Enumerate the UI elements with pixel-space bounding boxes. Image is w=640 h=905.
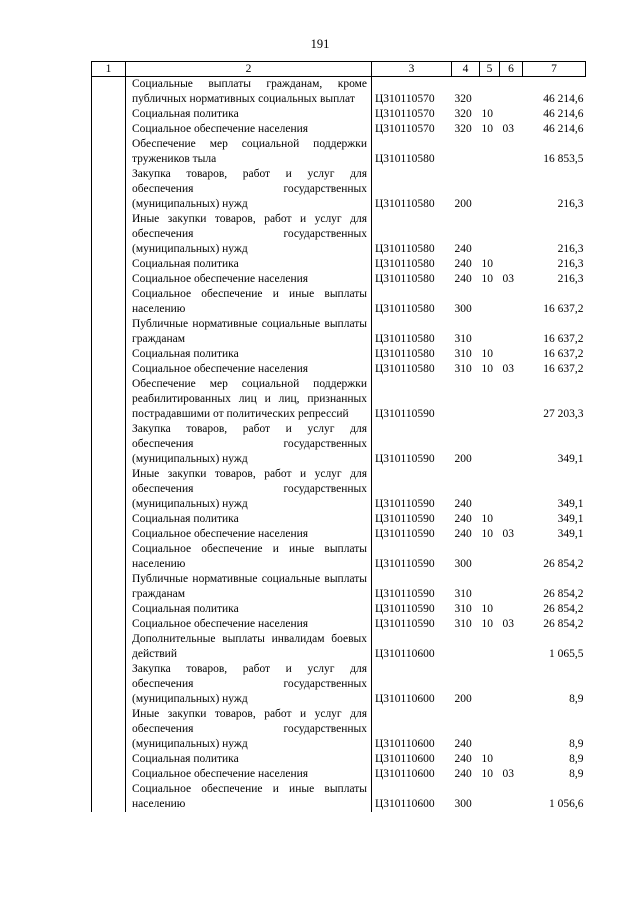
- section: 10: [481, 258, 493, 270]
- table-row: [92, 377, 586, 422]
- subsection: [500, 107, 523, 122]
- table-row: [92, 317, 586, 347]
- target-article: Ц310110590: [375, 558, 435, 570]
- target-article: Ц310110580: [375, 153, 435, 165]
- expense-type: 310: [454, 618, 472, 630]
- item-name: Социальное обеспечение населения: [126, 617, 372, 632]
- column-header: 7: [523, 62, 586, 77]
- table-row: [92, 782, 586, 812]
- subsection: [500, 137, 523, 167]
- expense-type: [452, 632, 480, 662]
- item-name: Закупка товаров, работ и услуг для обеспечения государственных (муниципальных) нужд: [126, 167, 372, 212]
- amount: 46 214,6: [543, 93, 584, 105]
- item-name: Социальная политика: [126, 347, 372, 362]
- row-blank-cell: [92, 347, 126, 362]
- item-name: Социальное обеспечение населения: [126, 362, 372, 377]
- target-article: Ц310110580: [375, 258, 435, 270]
- table-row: [92, 707, 586, 752]
- row-blank-cell: [92, 632, 126, 662]
- row-blank-cell: [92, 542, 126, 572]
- row-blank-cell: [92, 122, 126, 137]
- amount: 1 056,6: [549, 798, 584, 810]
- amount: 16 637,2: [543, 363, 584, 375]
- amount: 8,9: [569, 693, 584, 705]
- expense-type: 200: [454, 198, 472, 210]
- target-article: Ц310110590: [375, 408, 435, 420]
- target-article: Ц310110590: [375, 603, 435, 615]
- column-header: 5: [480, 62, 500, 77]
- target-article: Ц310110590: [375, 528, 435, 540]
- section: [480, 707, 500, 752]
- row-blank-cell: [92, 752, 126, 767]
- amount: 349,1: [557, 513, 584, 525]
- amount: 46 214,6: [543, 123, 584, 135]
- amount: 1 065,5: [549, 648, 584, 660]
- table-row: [92, 662, 586, 707]
- expense-type: 240: [454, 243, 472, 255]
- subsection: [500, 467, 523, 512]
- row-blank-cell: [92, 617, 126, 632]
- table-row: [92, 77, 586, 108]
- section: 10: [481, 363, 493, 375]
- expense-type: 310: [454, 603, 472, 615]
- target-article: Ц310110580: [375, 243, 435, 255]
- item-name: Социальная политика: [126, 512, 372, 527]
- table-row: [92, 287, 586, 317]
- row-blank-cell: [92, 257, 126, 272]
- target-article: Ц310110600: [375, 753, 435, 765]
- section: 10: [481, 123, 493, 135]
- item-name: Социальная политика: [126, 752, 372, 767]
- expense-type: 320: [454, 93, 472, 105]
- row-blank-cell: [92, 512, 126, 527]
- target-article: Ц310110570: [375, 123, 435, 135]
- section: 10: [481, 108, 493, 120]
- table-row: [92, 752, 586, 767]
- column-header: 3: [372, 62, 452, 77]
- expense-type: 240: [454, 513, 472, 525]
- item-name: Обеспечение мер социальной поддержки реабилитированных лиц и лиц, признанных пострадавшими от политических репрессий: [126, 377, 372, 422]
- row-blank-cell: [92, 107, 126, 122]
- item-name: Обеспечение мер социальной поддержки тружеников тыла: [126, 137, 372, 167]
- expense-type: [452, 377, 480, 422]
- target-article: Ц310110570: [375, 108, 435, 120]
- amount: 349,1: [557, 453, 584, 465]
- section: 10: [481, 753, 493, 765]
- item-name: Публичные нормативные социальные выплаты гражданам: [126, 572, 372, 602]
- expense-type: 300: [454, 303, 472, 315]
- subsection: 03: [502, 273, 514, 285]
- item-name: Дополнительные выплаты инвалидам боевых действий: [126, 632, 372, 662]
- expense-type: 310: [454, 333, 472, 345]
- amount: 26 854,2: [543, 603, 584, 615]
- row-blank-cell: [92, 602, 126, 617]
- expense-type: 200: [454, 453, 472, 465]
- section: [480, 542, 500, 572]
- table-row: [92, 602, 586, 617]
- expense-type: 310: [454, 348, 472, 360]
- subsection: [500, 317, 523, 347]
- target-article: Ц310110570: [375, 93, 435, 105]
- section: 10: [481, 348, 493, 360]
- table-row: [92, 512, 586, 527]
- row-blank-cell: [92, 767, 126, 782]
- expense-type: 240: [454, 768, 472, 780]
- subsection: [500, 632, 523, 662]
- subsection: [500, 377, 523, 422]
- amount: 216,3: [557, 198, 584, 210]
- item-name: Социальная политика: [126, 257, 372, 272]
- amount: 26 854,2: [543, 588, 584, 600]
- row-blank-cell: [92, 212, 126, 257]
- item-name: Иные закупки товаров, работ и услуг для обеспечения государственных (муниципальных) нужд: [126, 467, 372, 512]
- subsection: [500, 347, 523, 362]
- item-name: Социальное обеспечение населения: [126, 767, 372, 782]
- target-article: Ц310110580: [375, 303, 435, 315]
- row-blank-cell: [92, 572, 126, 602]
- subsection: [500, 542, 523, 572]
- target-article: Ц310110590: [375, 588, 435, 600]
- target-article: Ц310110600: [375, 648, 435, 660]
- expense-type: 300: [454, 558, 472, 570]
- expense-type: 310: [454, 363, 472, 375]
- expense-type: 240: [454, 498, 472, 510]
- table-row: [92, 212, 586, 257]
- target-article: Ц310110580: [375, 198, 435, 210]
- item-name: Закупка товаров, работ и услуг для обеспечения государственных (муниципальных) нужд: [126, 662, 372, 707]
- expense-type: 200: [454, 693, 472, 705]
- target-article: Ц310110600: [375, 798, 435, 810]
- section: [480, 377, 500, 422]
- subsection: 03: [502, 618, 514, 630]
- section: [480, 317, 500, 347]
- item-name: Социальное обеспечение и иные выплаты населению: [126, 782, 372, 812]
- item-name: Социальное обеспечение и иные выплаты населению: [126, 287, 372, 317]
- target-article: Ц310110580: [375, 333, 435, 345]
- amount: 216,3: [557, 243, 584, 255]
- amount: 16 637,2: [543, 348, 584, 360]
- section: 10: [481, 603, 493, 615]
- subsection: [500, 167, 523, 212]
- section: [480, 422, 500, 467]
- amount: 8,9: [569, 753, 584, 765]
- item-name: Социальная политика: [126, 107, 372, 122]
- target-article: Ц310110600: [375, 768, 435, 780]
- target-article: Ц310110600: [375, 693, 435, 705]
- item-name: Социальное обеспечение населения: [126, 272, 372, 287]
- item-name: Социальная политика: [126, 602, 372, 617]
- target-article: Ц310110580: [375, 273, 435, 285]
- row-blank-cell: [92, 137, 126, 167]
- table-row: [92, 362, 586, 377]
- row-blank-cell: [92, 707, 126, 752]
- item-name: Иные закупки товаров, работ и услуг для обеспечения государственных (муниципальных) нужд: [126, 707, 372, 752]
- item-name: Социальное обеспечение населения: [126, 527, 372, 542]
- section: [480, 212, 500, 257]
- table-row: [92, 167, 586, 212]
- table-header-row: [92, 62, 586, 77]
- amount: 216,3: [557, 258, 584, 270]
- subsection: [500, 707, 523, 752]
- target-article: Ц310110600: [375, 738, 435, 750]
- section: [480, 77, 500, 108]
- subsection: 03: [502, 528, 514, 540]
- table-row: [92, 257, 586, 272]
- subsection: [500, 602, 523, 617]
- table-row: [92, 527, 586, 542]
- target-article: Ц310110590: [375, 498, 435, 510]
- expense-type: 240: [454, 738, 472, 750]
- target-article: Ц310110580: [375, 348, 435, 360]
- target-article: Ц310110590: [375, 618, 435, 630]
- amount: 46 214,6: [543, 108, 584, 120]
- item-name: Иные закупки товаров, работ и услуг для обеспечения государственных (муниципальных) нужд: [126, 212, 372, 257]
- subsection: [500, 572, 523, 602]
- amount: 8,9: [569, 738, 584, 750]
- section: [480, 572, 500, 602]
- expense-type: 320: [454, 123, 472, 135]
- expense-type: 240: [454, 753, 472, 765]
- table-row: [92, 632, 586, 662]
- page-number: 191: [310, 37, 330, 51]
- expense-type: 240: [454, 258, 472, 270]
- section: 10: [481, 618, 493, 630]
- row-blank-cell: [92, 167, 126, 212]
- subsection: [500, 422, 523, 467]
- section: [480, 467, 500, 512]
- amount: 16 637,2: [543, 303, 584, 315]
- amount: 16 853,5: [543, 153, 584, 165]
- target-article: Ц310110580: [375, 363, 435, 375]
- budget-table: [91, 61, 586, 812]
- subsection: [500, 257, 523, 272]
- subsection: [500, 77, 523, 108]
- expense-type: 320: [454, 108, 472, 120]
- target-article: Ц310110590: [375, 513, 435, 525]
- item-name: Социальные выплаты гражданам, кроме публичных нормативных социальных выплат: [126, 77, 372, 108]
- table-row: [92, 347, 586, 362]
- row-blank-cell: [92, 527, 126, 542]
- section: [480, 287, 500, 317]
- section: [480, 137, 500, 167]
- item-name: Социальное обеспечение населения: [126, 122, 372, 137]
- table-row: [92, 272, 586, 287]
- column-header: 4: [452, 62, 480, 77]
- section: 10: [481, 513, 493, 525]
- row-blank-cell: [92, 422, 126, 467]
- amount: 16 637,2: [543, 333, 584, 345]
- section: [480, 167, 500, 212]
- row-blank-cell: [92, 362, 126, 377]
- subsection: 03: [502, 363, 514, 375]
- item-name: Социальное обеспечение и иные выплаты населению: [126, 542, 372, 572]
- section: 10: [481, 768, 493, 780]
- row-blank-cell: [92, 77, 126, 108]
- expense-type: 300: [454, 798, 472, 810]
- table-row: [92, 137, 586, 167]
- expense-type: 240: [454, 273, 472, 285]
- row-blank-cell: [92, 467, 126, 512]
- subsection: [500, 752, 523, 767]
- subsection: 03: [502, 768, 514, 780]
- amount: 26 854,2: [543, 618, 584, 630]
- column-header: 1: [92, 62, 126, 77]
- row-blank-cell: [92, 317, 126, 347]
- row-blank-cell: [92, 272, 126, 287]
- amount: 8,9: [569, 768, 584, 780]
- expense-type: [452, 137, 480, 167]
- section: [480, 782, 500, 812]
- item-name: Публичные нормативные социальные выплаты гражданам: [126, 317, 372, 347]
- expense-type: 310: [454, 588, 472, 600]
- subsection: 03: [502, 123, 514, 135]
- item-name: Закупка товаров, работ и услуг для обеспечения государственных (муниципальных) нужд: [126, 422, 372, 467]
- amount: 26 854,2: [543, 558, 584, 570]
- amount: 349,1: [557, 498, 584, 510]
- subsection: [500, 287, 523, 317]
- amount: 349,1: [557, 528, 584, 540]
- section: [480, 632, 500, 662]
- column-header: 6: [500, 62, 523, 77]
- table-row: [92, 617, 586, 632]
- table-row: [92, 422, 586, 467]
- section: 10: [481, 528, 493, 540]
- amount: 216,3: [557, 273, 584, 285]
- table-row: [92, 542, 586, 572]
- table-row: [92, 107, 586, 122]
- row-blank-cell: [92, 287, 126, 317]
- column-header: 2: [126, 62, 372, 77]
- row-blank-cell: [92, 662, 126, 707]
- amount: 27 203,3: [543, 408, 584, 420]
- section: 10: [481, 273, 493, 285]
- expense-type: 240: [454, 528, 472, 540]
- target-article: Ц310110590: [375, 453, 435, 465]
- subsection: [500, 212, 523, 257]
- subsection: [500, 662, 523, 707]
- section: [480, 662, 500, 707]
- table-row: [92, 572, 586, 602]
- row-blank-cell: [92, 377, 126, 422]
- table-row: [92, 467, 586, 512]
- subsection: [500, 512, 523, 527]
- table-row: [92, 767, 586, 782]
- table-row: [92, 122, 586, 137]
- row-blank-cell: [92, 782, 126, 812]
- subsection: [500, 782, 523, 812]
